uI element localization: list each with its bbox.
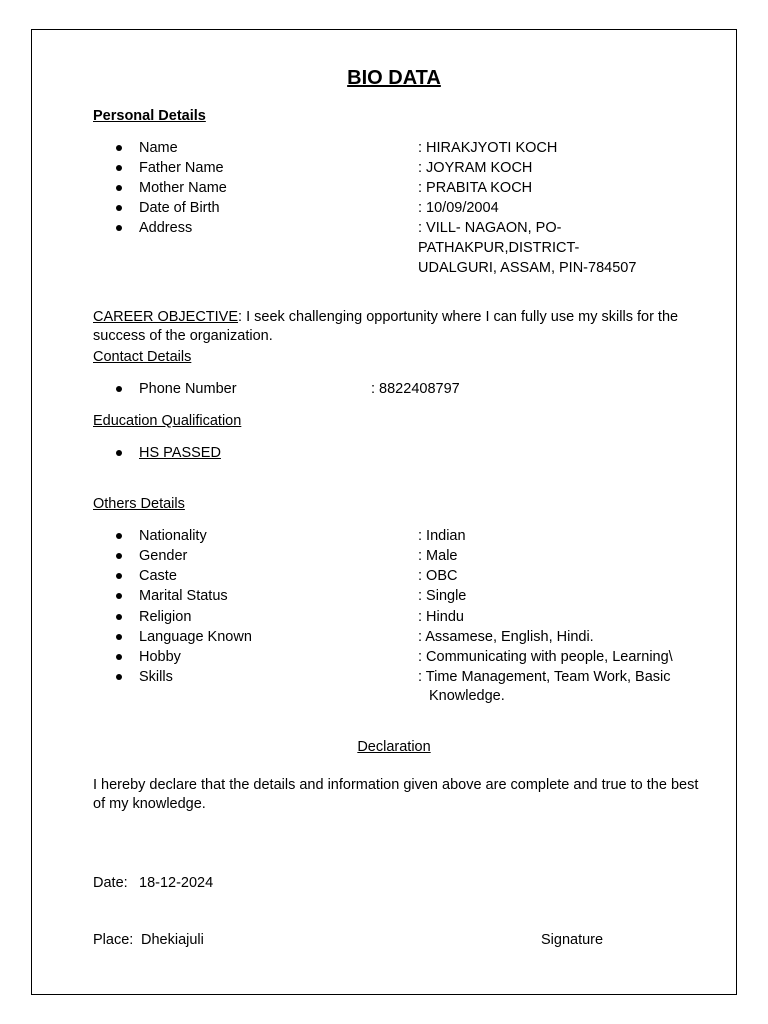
mother-name-label: Mother Name xyxy=(139,180,227,196)
page-title: BIO DATA xyxy=(347,67,441,89)
marital-status-value: : Single xyxy=(418,588,467,604)
address-value-line3: UDALGURI, ASSAM, PIN-784507 xyxy=(418,260,637,276)
bullet-icon xyxy=(116,185,122,191)
bullet-icon xyxy=(116,533,122,539)
nationality-label: Nationality xyxy=(139,528,207,544)
name-label: Name xyxy=(139,140,178,156)
bullet-icon xyxy=(116,573,122,579)
skills-label: Skills xyxy=(139,669,173,685)
bullet-icon xyxy=(116,225,122,231)
declaration-text: I hereby declare that the details and information given above are complete and true to the best of my knowledge. xyxy=(93,777,699,812)
career-objective-label: CAREER OBJECTIVE xyxy=(93,309,239,325)
career-objective-text: : I seek challenging opportunity where I can fully use my skills for the success of the organization. xyxy=(93,309,679,344)
address-value-line2: PATHAKPUR,DISTRICT- xyxy=(418,240,580,256)
bullet-icon xyxy=(116,165,122,171)
hobby-value: : Communicating with people, Learning\ xyxy=(418,649,673,665)
father-name-value: : JOYRAM KOCH xyxy=(418,160,533,176)
religion-label: Religion xyxy=(139,609,192,625)
place-label: Place: xyxy=(93,932,134,948)
personal-details-heading: Personal Details xyxy=(93,108,206,124)
skills-value-line2: Knowledge. xyxy=(429,688,505,704)
gender-label: Gender xyxy=(139,548,188,564)
nationality-value: : Indian xyxy=(418,528,466,544)
dob-label: Date of Birth xyxy=(139,200,220,216)
bullet-icon xyxy=(116,205,122,211)
hobby-label: Hobby xyxy=(139,649,181,665)
date-value: 18-12-2024 xyxy=(139,875,214,891)
education-heading: Education Qualification xyxy=(93,413,242,429)
name-value: : HIRAKJYOTI KOCH xyxy=(418,140,558,156)
career-objective xyxy=(93,308,703,346)
bullet-icon xyxy=(116,614,122,620)
gender-value: : Male xyxy=(418,548,458,564)
bullet-icon xyxy=(116,553,122,559)
address-value-line1: : VILL- NAGAON, PO- xyxy=(418,220,562,236)
signature-label: Signature xyxy=(541,932,604,948)
bullet-icon xyxy=(116,634,122,640)
bullet-icon xyxy=(116,654,122,660)
education-item: HS PASSED xyxy=(139,445,221,461)
bullet-icon xyxy=(116,593,122,599)
address-label: Address xyxy=(139,220,193,236)
contact-details-heading: Contact Details xyxy=(93,349,192,365)
bullet-icon xyxy=(116,674,122,680)
language-label: Language Known xyxy=(139,629,252,645)
religion-value: : Hindu xyxy=(418,609,464,625)
caste-label: Caste xyxy=(139,568,177,584)
date-label: Date: xyxy=(93,875,128,891)
bullet-icon xyxy=(116,450,122,456)
bullet-icon xyxy=(116,386,122,392)
phone-label: Phone Number xyxy=(139,381,237,397)
mother-name-value: : PRABITA KOCH xyxy=(418,180,533,196)
skills-value-line1: : Time Management, Team Work, Basic xyxy=(418,669,671,685)
father-name-label: Father Name xyxy=(139,160,224,176)
marital-status-label: Marital Status xyxy=(139,588,228,604)
bullet-icon xyxy=(116,145,122,151)
dob-value: : 10/09/2004 xyxy=(418,200,499,216)
caste-value: : OBC xyxy=(418,568,458,584)
phone-value: : 8822408797 xyxy=(371,381,460,397)
place-value: Dhekiajuli xyxy=(141,932,204,948)
language-value: : Assamese, English, Hindi. xyxy=(418,629,594,645)
others-details-heading: Others Details xyxy=(93,496,185,512)
declaration-heading: Declaration xyxy=(357,739,431,755)
